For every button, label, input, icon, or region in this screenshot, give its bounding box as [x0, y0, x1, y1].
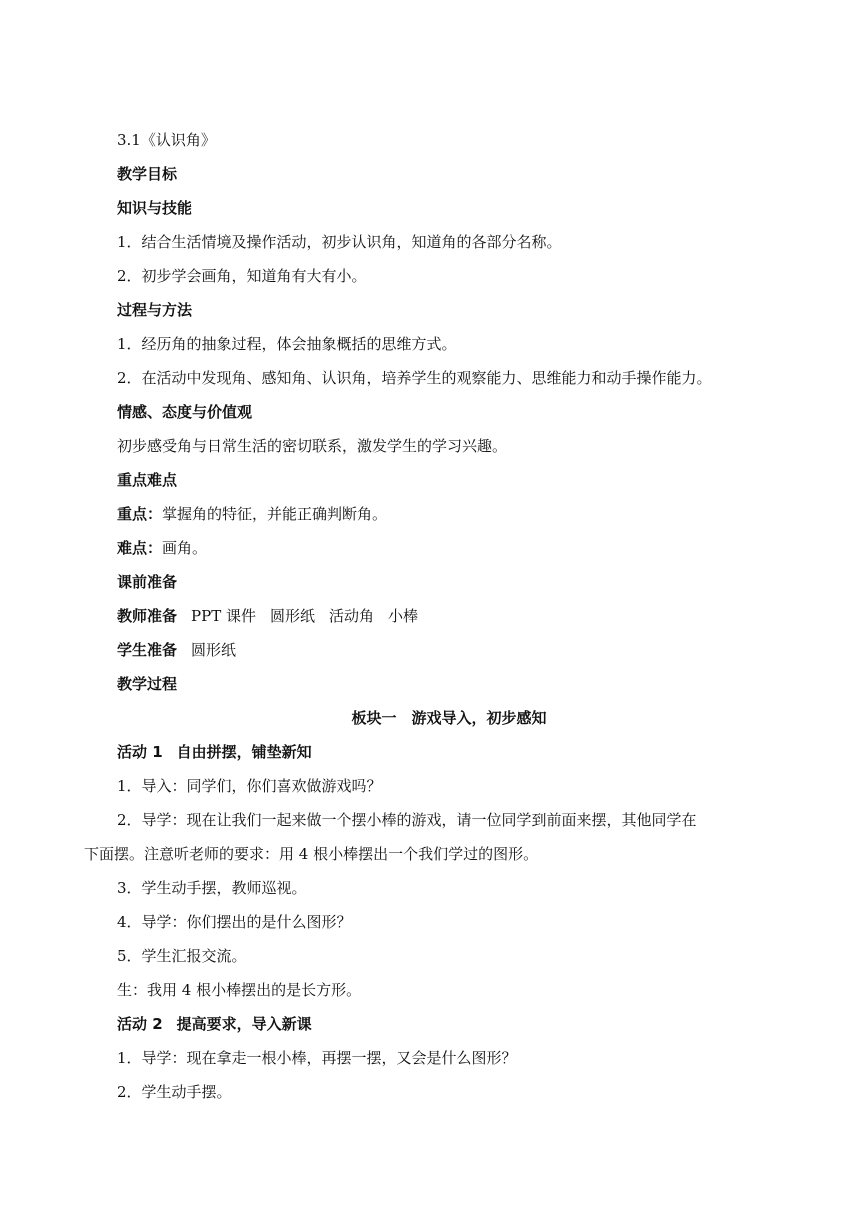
difficulty-line: [117, 538, 207, 558]
activity1-item: 5．学生汇报交流。: [117, 947, 247, 965]
activity2-title: 提高要求，导入新课: [176, 1015, 312, 1033]
student-prep-item: 圆形纸: [191, 641, 237, 659]
activity1-heading: [117, 742, 312, 762]
teacher-prep-line: [117, 606, 418, 626]
process-item: 2．在活动中发现角、感知角、认识角，培养学生的观察能力、思维能力和动手操作能力。: [117, 369, 712, 387]
process-item: 1．经历角的抽象过程，体会抽象概括的思维方式。: [117, 335, 457, 353]
teacher-prep-item: 小棒: [388, 607, 419, 625]
student-prep-line: [117, 640, 236, 660]
activity1-label: 活动 1: [117, 743, 163, 761]
process-main-heading: 教学过程: [117, 675, 178, 693]
keypoint-label: 重点：: [117, 505, 163, 523]
knowledge-heading: 知识与技能: [117, 199, 193, 217]
process-heading: 过程与方法: [117, 301, 193, 319]
keypoint-line: [117, 504, 387, 524]
knowledge-item: 1．结合生活情境及操作活动，初步认识角，知道角的各部分名称。: [117, 233, 562, 251]
block1-title: 板块一 游戏导入，初步感知: [351, 709, 547, 727]
activity1-item: 1．导入：同学们，你们喜欢做游戏吗？: [117, 777, 382, 795]
difficulty-label: 难点：: [117, 539, 163, 557]
activity1-item: 4．导学：你们摆出的是什么图形？: [117, 913, 352, 931]
activity2-item: 2．学生动手摆。: [117, 1083, 232, 1101]
activity2-label: 活动 2: [117, 1015, 163, 1033]
difficulty-text: 画角。: [162, 539, 208, 557]
teacher-prep-item: 圆形纸: [269, 607, 315, 625]
teacher-prep-item: PPT 课件: [191, 607, 256, 625]
activity1-title: 自由拼摆，铺垫新知: [176, 743, 312, 761]
objectives-heading: 教学目标: [117, 165, 178, 183]
activity1-item: 下面摆。注意听老师的要求：用 4 根小棒摆出一个我们学过的图形。: [84, 845, 539, 863]
lesson-title: 3.1《认识角》: [117, 131, 216, 149]
activity1-item: 2．导学：现在让我们一起来做一个摆小棒的游戏，请一位同学到前面来摆，其他同学在: [117, 811, 697, 829]
activity1-item: 3．学生动手摆，教师巡视。: [117, 879, 307, 897]
keypoint-text: 掌握角的特征，并能正确判断角。: [162, 505, 388, 523]
activity1-item: 生：我用 4 根小棒摆出的是长方形。: [117, 981, 362, 999]
emotion-text: 初步感受角与日常生活的密切联系，激发学生的学习兴趣。: [117, 437, 508, 455]
teacher-prep-label: 教师准备: [117, 607, 178, 625]
teacher-prep-item: 活动角: [329, 607, 375, 625]
keypoints-heading: 重点难点: [117, 471, 178, 489]
emotion-heading: 情感、态度与价值观: [117, 403, 253, 421]
student-prep-label: 学生准备: [117, 641, 178, 659]
knowledge-item: 2．初步学会画角，知道角有大有小。: [117, 267, 367, 285]
prep-heading: 课前准备: [117, 573, 178, 591]
activity2-item: 1．导学：现在拿走一根小棒，再摆一摆，又会是什么图形？: [117, 1049, 517, 1067]
activity2-heading: [117, 1014, 312, 1034]
